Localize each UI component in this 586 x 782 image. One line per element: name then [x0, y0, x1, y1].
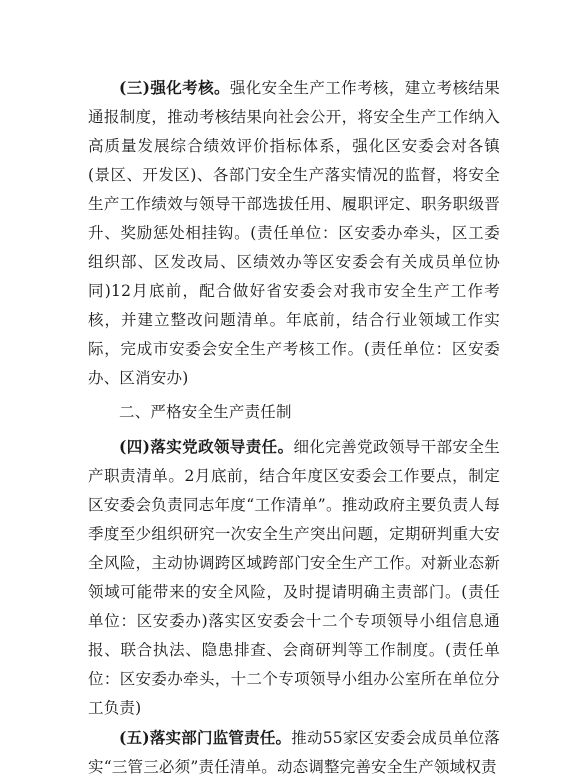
paragraph-lead: (三)强化考核。 [119, 78, 230, 97]
document-body [88, 73, 500, 782]
paragraph-department-supervision-responsibility [88, 723, 500, 782]
paragraph-text: 细化完善党政领导干部安全生产职责清单。2月底前，结合年度区安委会工作要点，制定区安委会负责同志年度“工作清单”。推动政府主要负责人每季度至少组织研究一次安全生产突出问题，定期研判重大安全风险，主动协调跨区域跨部门安全生产工作。对新业态新领域可能带来的安全风险，及时提请明确主责部门。(责任单位：区安委办)落实区安委会十二个专项领导小组信息通报、联合执法、隐患排查、会商研判等工作制度。(责任单位：区安委办牵头，十二个专项领导小组办公室所在单位分工负责) [88, 438, 500, 717]
paragraph-lead: (四)落实党政领导责任。 [119, 437, 294, 456]
paragraph-text: 推动55家区安委会成员单位落实“三管三必须”责任清单。动态调整完善安全生产领域权责 [88, 729, 500, 776]
paragraph-strengthen-assessment [88, 73, 500, 393]
paragraph-lead: (五)落实部门监管责任。 [119, 728, 292, 747]
paragraph-party-leadership-responsibility [88, 432, 500, 723]
section-heading: 二、严格安全生产责任制 [119, 403, 292, 421]
paragraph-text: 强化安全生产工作考核，建立考核结果通报制度，推动考核结果向社会公开，将安全生产工作纳入高质量发展综合绩效评价指标体系，强化区安委会对各镇(景区、开发区)、各部门安全生产落实情况的监督，将安全生产工作绩效与领导干部选拔任用、履职评定、职务职级晋升、奖励惩处相挂钩。(责任单位：区安委办牵头，区工委组织部、区发改局、区绩效办等区安委会有关成员单位协同)12月底前，配合做好省安委会对我市安全生产工作考核，并建立整改问题清单。年底前，结合行业领域工作实际，完成市安委会安全生产考核工作。(责任单位：区安委办、区消安办) [88, 79, 500, 387]
